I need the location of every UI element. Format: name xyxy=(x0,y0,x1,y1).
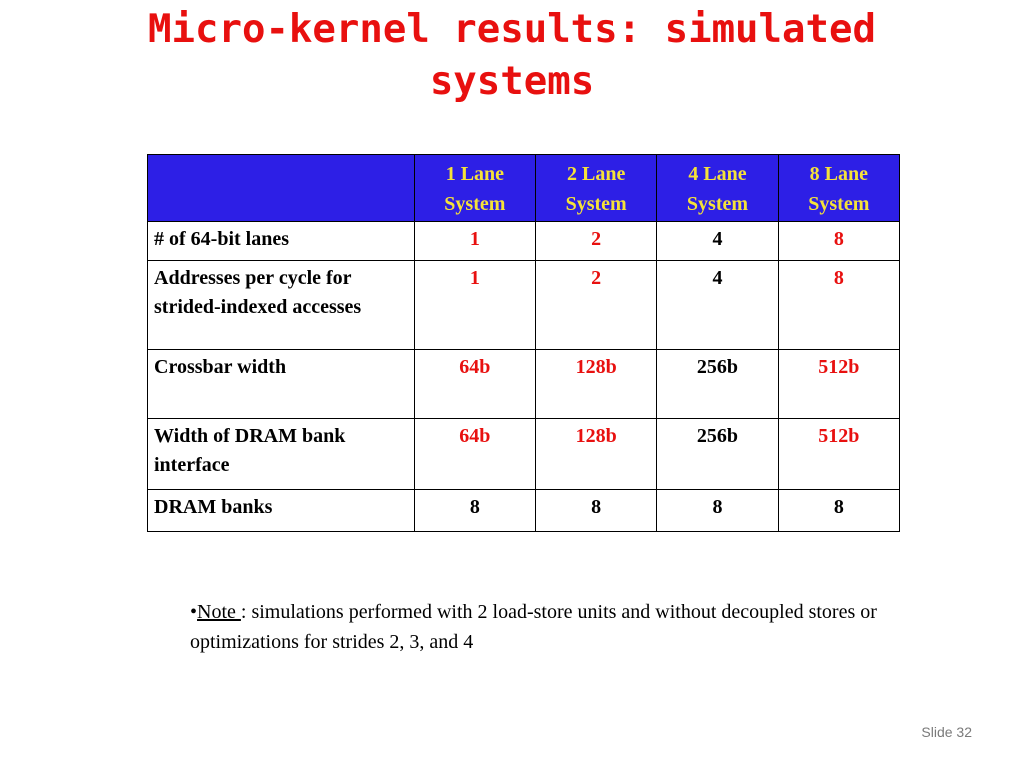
table-cell: 256b xyxy=(657,419,778,490)
results-table xyxy=(147,154,900,532)
table-row xyxy=(148,350,900,419)
slide-title-line-1: Micro-kernel results: simulated xyxy=(148,7,876,52)
table-cell: 4 xyxy=(657,261,778,350)
table-cell: 2 xyxy=(536,222,657,261)
row-label: Crossbar width xyxy=(148,350,415,419)
table-cell: 8 xyxy=(778,222,899,261)
row-label: # of 64-bit lanes xyxy=(148,222,415,261)
table-cell: 1 xyxy=(414,261,535,350)
table-cell: 2 xyxy=(536,261,657,350)
table-cell: 8 xyxy=(778,261,899,350)
table-cell: 1 xyxy=(414,222,535,261)
row-label: DRAM banks xyxy=(148,490,415,532)
table-cell: 8 xyxy=(414,490,535,532)
slide-number: Slide 32 xyxy=(921,724,972,740)
table-header-1-lane: 1 Lane System xyxy=(414,155,535,222)
table-cell: 512b xyxy=(778,419,899,490)
slide-title-line-2: systems xyxy=(429,59,595,104)
slide-title xyxy=(0,4,1024,108)
table-header-4-lane: 4 Lane System xyxy=(657,155,778,222)
table-cell: 512b xyxy=(778,350,899,419)
table-header-8-lane: 8 Lane System xyxy=(778,155,899,222)
table-cell: 256b xyxy=(657,350,778,419)
note-bullet: • xyxy=(190,601,198,623)
note-text: : simulations performed with 2 load-store units and without decoupled stores or optimizations for strides 2, 3, and 4 xyxy=(190,601,877,653)
row-label: Width of DRAM bank interface xyxy=(148,419,415,490)
table-header-2-lane: 2 Lane System xyxy=(536,155,657,222)
table-cell: 64b xyxy=(414,350,535,419)
table-cell: 4 xyxy=(657,222,778,261)
note-label: Note xyxy=(197,601,241,623)
footnote xyxy=(190,597,890,657)
row-label: Addresses per cycle for strided-indexed accesses xyxy=(148,261,415,350)
table-cell: 128b xyxy=(536,350,657,419)
table-cell: 8 xyxy=(536,490,657,532)
table-cell: 8 xyxy=(778,490,899,532)
table-row xyxy=(148,261,900,350)
table-cell: 8 xyxy=(657,490,778,532)
table-header-corner xyxy=(148,155,415,222)
table-row xyxy=(148,222,900,261)
table-cell: 64b xyxy=(414,419,535,490)
table-cell: 128b xyxy=(536,419,657,490)
table-header-row xyxy=(148,155,900,222)
table-row xyxy=(148,490,900,532)
table-row xyxy=(148,419,900,490)
